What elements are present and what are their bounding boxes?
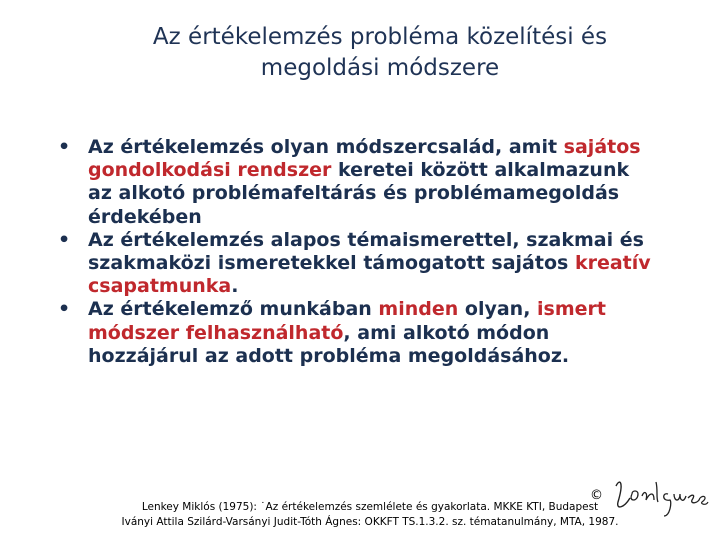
bullet-item <box>58 298 658 368</box>
highlighted-text: ismert módszer felhasználható <box>88 298 606 344</box>
bullet-text: Az értékelemzés olyan módszercsalád, amit <box>88 136 564 158</box>
highlighted-text: minden <box>378 298 459 321</box>
reference-line-1: Lenkey Miklós (1975): ˙Az értékelemzés szemlélete és gyakorlata. MKKE KTI, Budapest <box>141 501 599 513</box>
copyright-symbol: © <box>590 488 603 503</box>
bullet-text: . <box>231 275 239 298</box>
highlighted-text: kreatív csapatmunka <box>88 252 651 298</box>
bullet-item <box>58 229 658 299</box>
bullet-text: , ami alkotó módon hozzájárul az adott probléma megoldásához. <box>88 321 570 367</box>
slide-title <box>40 22 720 84</box>
bullet-text: Az értékelemzés alapos témaismerettel, szakmai és szakmaközi ismeretekkel támogatott sajátos <box>88 228 644 275</box>
bullet-text: olyan, <box>458 298 538 321</box>
bullet-item <box>58 136 658 229</box>
reference-line-2: Iványi Attila Szilárd-Varsányi Judit-Tóth Ágnes: OKKFT TS.1.3.2. sz. tématanulmány, MTA, 1987. <box>121 516 619 528</box>
bullet-list <box>58 136 658 368</box>
references <box>80 500 660 530</box>
slide-title-line-2: megoldási módszere <box>260 55 500 81</box>
bullet-text: Az értékelemző munkában <box>88 298 379 321</box>
highlighted-text: sajátos gondolkodási rendszer <box>88 136 641 182</box>
bullet-text: keretei között alkalmazunk az alkotó problémafeltárás és problémamegoldás érdekében <box>88 159 630 228</box>
slide-title-line-1: Az értékelemzés probléma közelítési és <box>152 24 608 50</box>
